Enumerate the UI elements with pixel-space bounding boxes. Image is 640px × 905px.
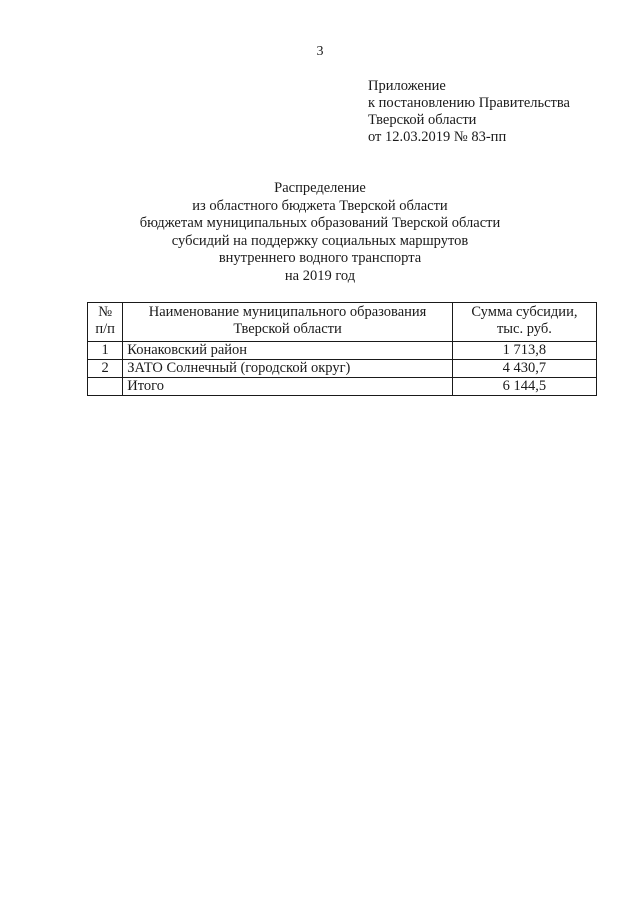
document-title bbox=[0, 180, 640, 285]
header-num-line1: № bbox=[98, 304, 113, 320]
subsidy-table bbox=[87, 302, 597, 396]
row-name: Итого bbox=[123, 378, 453, 396]
appendix-block bbox=[368, 78, 570, 146]
row-sum: 4 430,7 bbox=[452, 360, 596, 378]
title-line: внутреннего водного транспорта bbox=[218, 250, 422, 266]
header-name-line1: Наименование муниципального образования bbox=[148, 304, 427, 320]
row-num: 2 bbox=[88, 360, 123, 378]
title-line: из областного бюджета Тверской области bbox=[192, 197, 448, 214]
row-sum: 6 144,5 bbox=[452, 378, 596, 396]
table-row bbox=[88, 360, 597, 378]
appendix-line: к постановлению Правительства bbox=[368, 95, 570, 111]
title-line: субсидий на поддержку социальных маршрутов bbox=[171, 232, 469, 249]
header-sum bbox=[452, 303, 596, 342]
row-name: ЗАТО Солнечный (городской округ) bbox=[123, 360, 453, 378]
header-name bbox=[123, 303, 453, 342]
header-num-line2: п/п bbox=[95, 321, 115, 337]
header-sum-line2: тыс. руб. bbox=[496, 321, 552, 337]
appendix-line: Тверской области bbox=[368, 112, 477, 128]
table-total-row bbox=[88, 378, 597, 396]
appendix-line: от 12.03.2019 № 83-пп bbox=[368, 129, 507, 145]
appendix-line: Приложение bbox=[368, 78, 446, 94]
table-header-row bbox=[88, 303, 597, 342]
row-num: 1 bbox=[88, 342, 123, 360]
header-sum-line1: Сумма субсидии, bbox=[471, 304, 578, 320]
header-num bbox=[88, 303, 123, 342]
title-line: бюджетам муниципальных образований Тверской области bbox=[139, 215, 501, 231]
row-name: Конаковский район bbox=[123, 342, 453, 360]
table-row bbox=[88, 342, 597, 360]
header-name-line2: Тверской области bbox=[233, 321, 342, 337]
page-number: 3 bbox=[316, 44, 324, 59]
title-line: на 2019 год bbox=[284, 267, 356, 284]
title-line: Распределение bbox=[274, 180, 366, 196]
row-num bbox=[88, 378, 123, 396]
row-sum: 1 713,8 bbox=[452, 342, 596, 360]
